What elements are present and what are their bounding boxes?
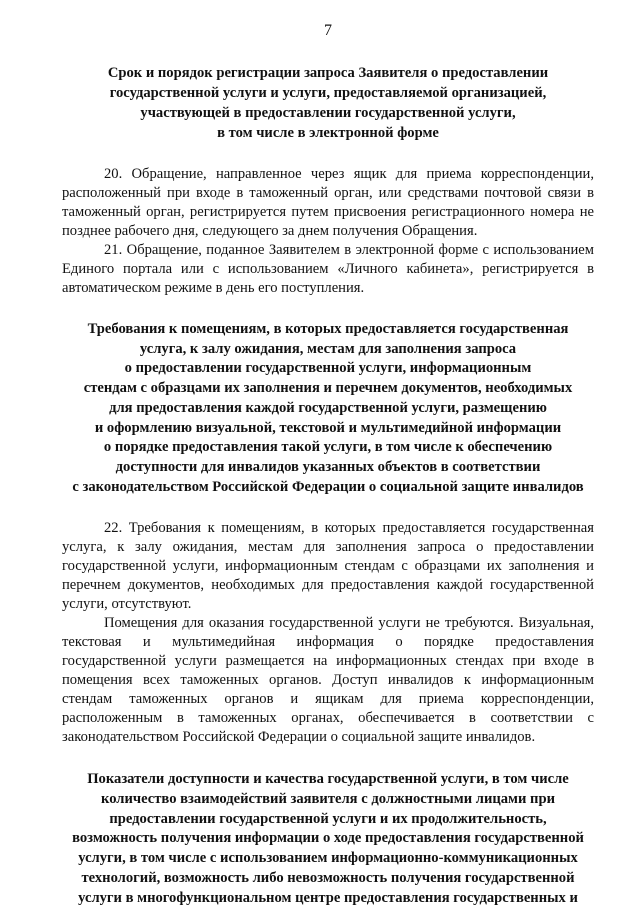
heading-line: Срок и порядок регистрации запроса Заявителя о предоставлении	[107, 65, 549, 81]
heading-line: участвующей в предоставлении государственной услуги,	[140, 105, 516, 121]
heading-line: государственной услуги и услуги, предоставляемой организацией,	[109, 85, 547, 101]
section-heading-premises	[62, 320, 594, 497]
heading-line: предоставлении государственной услуги и их продолжительность,	[109, 810, 547, 827]
paragraph-22: 22. Требования к помещениям, в которых предоставляется государственная услуга, к залу ожидания, местам для заполнения запроса о предоставлении государственной услуги, информационным стендам с образцами их заполнения и перечнем документов, необходимых для предоставления каждой государственной услуги, отсутствуют.	[62, 520, 594, 613]
heading-line: Требования к помещениям, в которых предоставляется государственная	[87, 321, 569, 337]
heading-line: для предоставления каждой государственной услуги, размещению	[109, 399, 547, 416]
heading-line: возможность получения информации о ходе предоставления государственной	[72, 830, 584, 847]
heading-line: о предоставлении государственной услуги, информационным	[124, 360, 532, 377]
heading-line: стендам с образцами их заполнения и перечнем документов, необходимых	[83, 380, 573, 397]
page-number: 7	[324, 22, 332, 39]
heading-line: Показатели доступности и качества государственной услуги, в том числе	[87, 771, 569, 788]
paragraph-21: 21. Обращение, поданное Заявителем в электронной форме с использованием Единого портала или с использованием «Личного кабинета», регистрируется в автоматическом режиме в день его поступления.	[62, 242, 594, 296]
paragraph-20: 20. Обращение, направленное через ящик для приема корреспонденции, расположенный при входе в таможенный орган, или средствами почтовой связи в таможенный орган, регистрируется путем присвоения регистрационного номера не позднее рабочего дня, следующего за днем получения Обращения.	[62, 166, 594, 239]
heading-line: доступности для инвалидов указанных объектов в соответствии	[115, 458, 541, 475]
heading-line: услуги, в том числе с использованием информационно-коммуникационных	[78, 850, 578, 867]
heading-line: о порядке предоставления такой услуги, в том числе к обеспечению	[103, 439, 553, 456]
heading-line: в том числе в электронной форме	[217, 125, 439, 141]
heading-line: услуга, к залу ожидания, местам для заполнения запроса	[139, 340, 517, 357]
section-heading-registration	[62, 63, 594, 143]
section-heading-accessibility	[62, 770, 594, 908]
heading-line: технологий, возможность либо невозможность получения государственной	[81, 869, 575, 886]
paragraph-premises: Помещения для оказания государственной услуги не требуются. Визуальная, текстовая и мультимедийная информация о порядке предоставления государственной услуги размещается на информационных стендах при входе в помещения всех таможенных органов. Доступ инвалидов к информационным стендам таможенных органов и ящикам для приема корреспонденции, расположенным в таможенных органах, обеспечивается в соответствии с законодательством Российской Федерации о социальной защите инвалидов.	[62, 615, 594, 746]
heading-line: количество взаимодействий заявителя с должностными лицами при	[100, 791, 555, 808]
heading-line: услуги в многофункциональном центре предоставления государственных и	[78, 889, 578, 906]
heading-line: с законодательством Российской Федерации о социальной защите инвалидов	[72, 478, 584, 495]
heading-line: и оформлению визуальной, текстовой и мультимедийной информации	[94, 419, 562, 436]
